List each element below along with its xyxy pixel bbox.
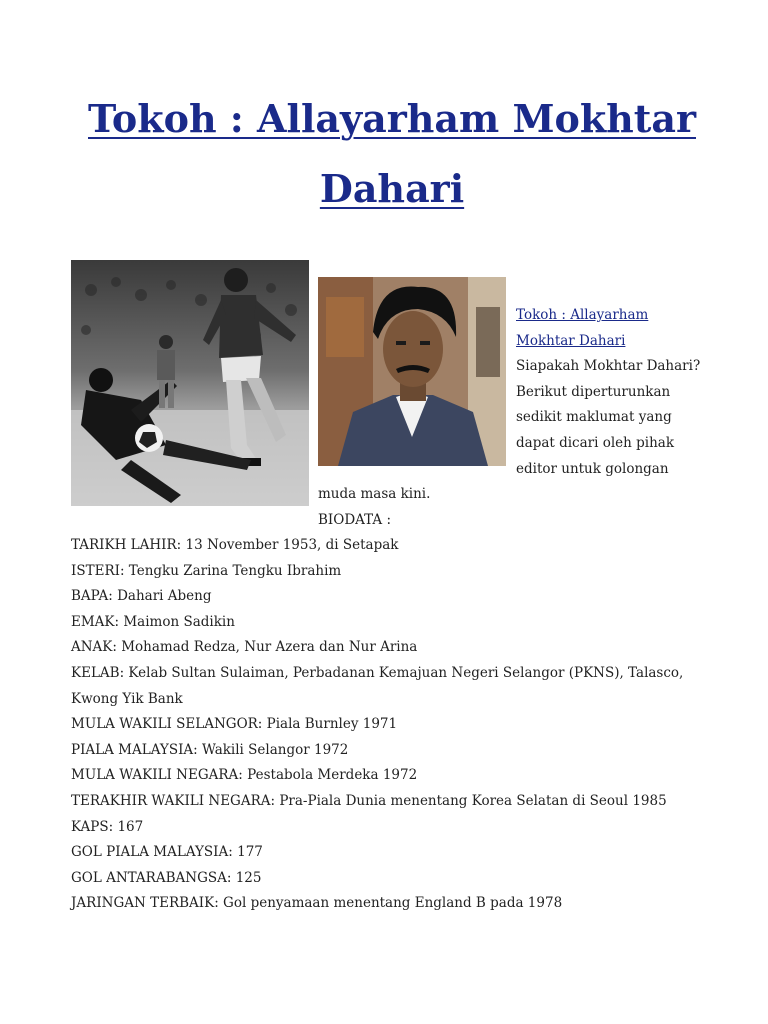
intro-continue-line: muda masa kini. [318,486,431,502]
biodata-item: ANAK: Mohamad Redza, Nur Azera dan Nur Arina [71,639,418,656]
biodata-heading: BIODATA : [318,511,392,528]
page-title [72,84,712,224]
biodata-list [71,533,711,917]
biodata-item: KELAB: Kelab Sultan Sulaiman, Perbadanan Kemajuan Negeri Selangor (PKNS), Talasco, [71,664,684,681]
intro-line: Siapakah Mokhtar Dahari? [516,358,701,375]
intro-link-line1[interactable]: Tokoh : Allayarham [516,307,649,323]
page-title-line1[interactable]: Tokoh : Allayarham Mokhtar [88,96,696,141]
intro-line: dapat dicari oleh pihak [516,434,675,451]
biodata-item: EMAK: Maimon Sadikin [71,613,235,630]
portrait-photo [318,277,506,466]
intro-link-line2[interactable]: Mokhtar Dahari [516,332,626,349]
biodata-item: GOL PIALA MALAYSIA: 177 [71,844,263,861]
biodata-item: MULA WAKILI SELANGOR: Piala Burnley 1971 [71,716,398,733]
page-title-line2[interactable]: Dahari [319,166,465,211]
intro-text [516,303,716,482]
intro-line: editor untuk golongan [516,460,669,477]
intro-line: Berikut diperturunkan [516,383,671,400]
biodata-item: PIALA MALAYSIA: Wakili Selangor 1972 [71,741,349,758]
intro-continuation [318,482,718,533]
biodata-item: KAPS: 167 [71,818,144,835]
biodata-item: JARINGAN TERBAIK: Gol penyamaan menentang England B pada 1978 [71,895,563,912]
biodata-item: MULA WAKILI NEGARA: Pestabola Merdeka 1972 [71,767,418,784]
intro-line: sedikit maklumat yang [516,409,672,426]
football-match-photo [71,260,309,506]
biodata-item: TARIKH LAHIR: 13 November 1953, di Setapak [71,537,399,553]
biodata-item: GOL ANTARABANGSA: 125 [71,869,262,886]
biodata-item: TERAKHIR WAKILI NEGARA: Pra-Piala Dunia menentang Korea Selatan di Seoul 1985 [71,792,667,809]
biodata-item: BAPA: Dahari Abeng [71,588,212,605]
biodata-item: ISTERI: Tengku Zarina Tengku Ibrahim [71,562,342,579]
biodata-item: Kwong Yik Bank [71,690,183,707]
